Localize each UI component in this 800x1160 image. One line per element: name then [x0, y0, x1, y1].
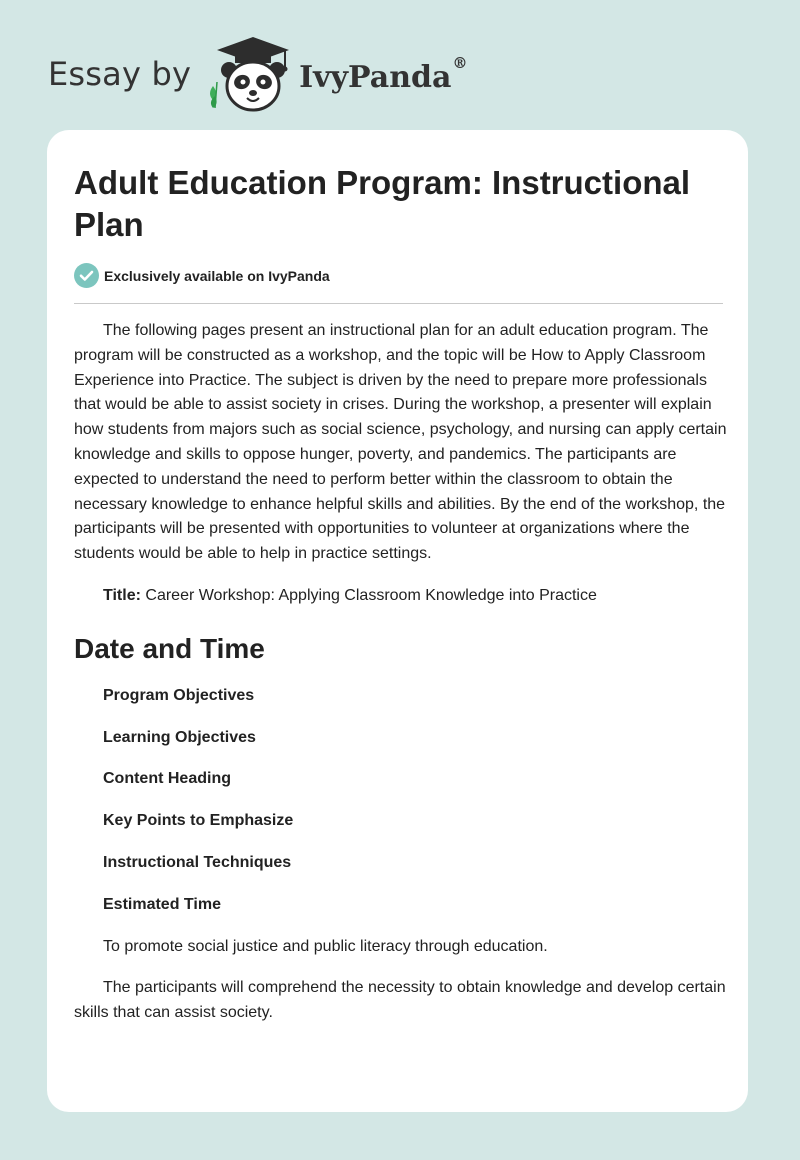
registered-mark: ® — [452, 53, 468, 72]
exclusive-label: Exclusively available on IvyPanda — [104, 267, 330, 284]
brand-prefix: Essay by — [48, 55, 192, 93]
essay-body — [74, 319, 729, 1043]
list-item: Learning Objectives — [103, 728, 256, 746]
comprehend-paragraph: The participants will comprehend the necessity to obtain knowledge and develop certain skills that can assist society. — [74, 979, 726, 1022]
check-circle-icon — [74, 263, 99, 288]
list-item: Content Heading — [103, 770, 231, 788]
list-item: Program Objectives — [103, 686, 255, 704]
title-label: Title: — [103, 586, 141, 604]
panda-graduate-logo-icon[interactable] — [205, 34, 297, 114]
list-item: Key Points to Emphasize — [103, 812, 294, 830]
intro-paragraph: The following pages present an instructional plan for an adult education program. The program will be constructed as a workshop, and the topic will be How to Apply Classroom Experience into Practice. The subject is driven by the need to prepare more professionals that would be able to assist society in crises. During the workshop, a presenter will explain how students from majors such as social science, psychology, and nursing can apply certain knowledge and skills to oppose hunger, poverty, and pandemics. The participants are expected to understand the need to perform better within the classroom to obtain the necessary knowledge to enhance helpful skills and abilities. By the end of the workshop, the participants will be presented with opportunities to volunteer at organizations where the students would be able to help in practice settings. — [74, 322, 727, 563]
exclusive-badge — [74, 263, 330, 288]
brand-header — [48, 34, 467, 114]
divider — [74, 303, 723, 304]
title-value: Career Workshop: Applying Classroom Knowledge into Practice — [145, 586, 597, 604]
essay-card — [47, 130, 748, 1112]
brand-name: IvyPanda® — [299, 53, 468, 95]
title-line — [74, 584, 729, 609]
list-item: Instructional Techniques — [103, 853, 292, 871]
goal-paragraph: To promote social justice and public literacy through education. — [103, 937, 548, 955]
section-heading-date-time: Date and Time — [74, 632, 265, 664]
list-item: Estimated Time — [103, 895, 221, 913]
page-title: Adult Education Program: Instructional Plan — [74, 164, 691, 243]
